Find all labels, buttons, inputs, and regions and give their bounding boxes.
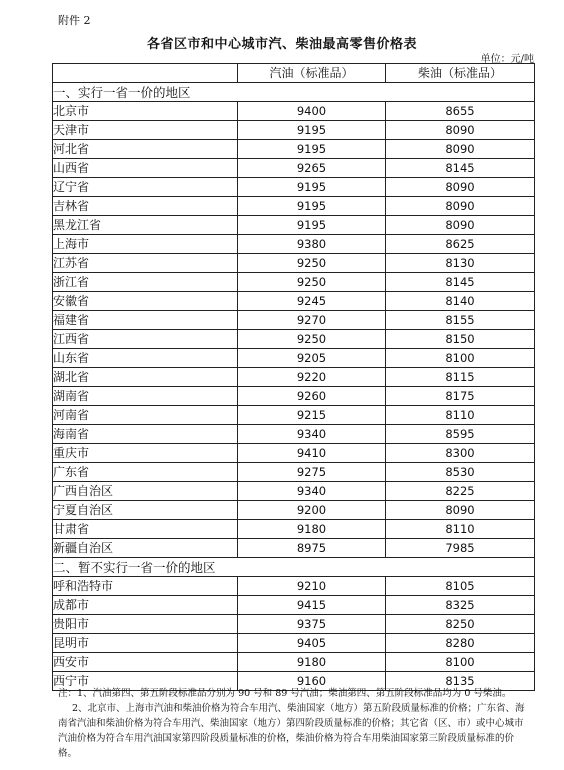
- table-row: [53, 311, 535, 330]
- gasoline-price-cell: 9415: [238, 596, 386, 615]
- table-row: [53, 463, 535, 482]
- gasoline-price-cell: 9400: [238, 102, 386, 121]
- table-row: [53, 444, 535, 463]
- gasoline-price-cell: 9410: [238, 444, 386, 463]
- diesel-price-cell: 8140: [386, 292, 535, 311]
- region-cell: 西安市: [53, 653, 238, 672]
- region-cell: 广西自治区: [53, 482, 238, 501]
- gasoline-price-cell: 9180: [238, 653, 386, 672]
- page-title: 各省区市和中心城市汽、柴油最高零售价格表: [146, 37, 417, 52]
- gasoline-price-cell: 9250: [238, 273, 386, 292]
- gasoline-price-cell: 9260: [238, 387, 386, 406]
- region-cell: 福建省: [53, 311, 238, 330]
- gasoline-price-cell: 9195: [238, 216, 386, 235]
- diesel-price-cell: 8150: [386, 330, 535, 349]
- table-row: [53, 368, 535, 387]
- gasoline-price-cell: 9205: [238, 349, 386, 368]
- diesel-price-cell: 8250: [386, 615, 535, 634]
- region-cell: 河北省: [53, 140, 238, 159]
- region-cell: 浙江省: [53, 273, 238, 292]
- diesel-price-cell: 8100: [386, 349, 535, 368]
- region-cell: 吉林省: [53, 197, 238, 216]
- diesel-price-cell: 8530: [386, 463, 535, 482]
- section-header-row: [53, 558, 535, 577]
- diesel-price-cell: 8090: [386, 178, 535, 197]
- region-cell: 贵阳市: [53, 615, 238, 634]
- region-cell: 安徽省: [53, 292, 238, 311]
- gasoline-price-cell: 9195: [238, 121, 386, 140]
- table-row: [53, 425, 535, 444]
- table-row: [53, 349, 535, 368]
- region-cell: 山东省: [53, 349, 238, 368]
- price-table: [52, 63, 535, 691]
- table-header-row: [53, 64, 535, 83]
- table-row: [53, 273, 535, 292]
- table-row: [53, 634, 535, 653]
- table-row: [53, 197, 535, 216]
- gasoline-price-cell: 9265: [238, 159, 386, 178]
- diesel-price-cell: 8595: [386, 425, 535, 444]
- table-row: [53, 501, 535, 520]
- diesel-price-cell: 8135: [386, 672, 535, 691]
- table-row: [53, 615, 535, 634]
- region-cell: 湖北省: [53, 368, 238, 387]
- gasoline-price-cell: 9180: [238, 520, 386, 539]
- table-row: [53, 596, 535, 615]
- region-cell: 西宁市: [53, 672, 238, 691]
- region-cell: 海南省: [53, 425, 238, 444]
- attachment-label: 附件 2: [58, 14, 91, 27]
- diesel-price-cell: 8100: [386, 653, 535, 672]
- table-row: [53, 178, 535, 197]
- gasoline-price-cell: 9195: [238, 140, 386, 159]
- diesel-price-cell: 8300: [386, 444, 535, 463]
- region-cell: 宁夏自治区: [53, 501, 238, 520]
- table-row: [53, 121, 535, 140]
- gasoline-price-cell: 9375: [238, 615, 386, 634]
- region-cell: 黑龙江省: [53, 216, 238, 235]
- region-cell: 北京市: [53, 102, 238, 121]
- table-row: [53, 159, 535, 178]
- diesel-price-cell: 8145: [386, 273, 535, 292]
- section-label: 一、实行一省一价的地区: [53, 83, 535, 102]
- notes: [58, 686, 532, 761]
- diesel-price-cell: 8280: [386, 634, 535, 653]
- region-cell: 山西省: [53, 159, 238, 178]
- table-row: [53, 387, 535, 406]
- table-row: [53, 140, 535, 159]
- table-row: [53, 216, 535, 235]
- gasoline-price-cell: 9340: [238, 482, 386, 501]
- table-row: [53, 292, 535, 311]
- region-cell: 天津市: [53, 121, 238, 140]
- column-header-region: [53, 64, 238, 83]
- table-row: [53, 577, 535, 596]
- table-row: [53, 653, 535, 672]
- diesel-price-cell: 8110: [386, 520, 535, 539]
- gasoline-price-cell: 9405: [238, 634, 386, 653]
- diesel-price-cell: 8115: [386, 368, 535, 387]
- diesel-price-cell: 7985: [386, 539, 535, 558]
- diesel-price-cell: 8130: [386, 254, 535, 273]
- gasoline-price-cell: 9275: [238, 463, 386, 482]
- diesel-price-cell: 8155: [386, 311, 535, 330]
- section-label: 二、暂不实行一省一价的地区: [53, 558, 535, 577]
- gasoline-price-cell: 9195: [238, 178, 386, 197]
- table-row: [53, 235, 535, 254]
- table-row: [53, 330, 535, 349]
- table-row: [53, 520, 535, 539]
- table-row: [53, 482, 535, 501]
- gasoline-price-cell: 9215: [238, 406, 386, 425]
- region-cell: 广东省: [53, 463, 238, 482]
- table-row: [53, 406, 535, 425]
- gasoline-price-cell: 9210: [238, 577, 386, 596]
- unit-label: 单位：元/吨: [480, 54, 534, 65]
- region-cell: 河南省: [53, 406, 238, 425]
- diesel-price-cell: 8145: [386, 159, 535, 178]
- diesel-price-cell: 8225: [386, 482, 535, 501]
- gasoline-price-cell: 9245: [238, 292, 386, 311]
- diesel-price-cell: 8090: [386, 121, 535, 140]
- table-row: [53, 254, 535, 273]
- gasoline-price-cell: 9195: [238, 197, 386, 216]
- region-cell: 重庆市: [53, 444, 238, 463]
- region-cell: 湖南省: [53, 387, 238, 406]
- section-header-row: [53, 83, 535, 102]
- region-cell: 呼和浩特市: [53, 577, 238, 596]
- region-cell: 江西省: [53, 330, 238, 349]
- diesel-price-cell: 8090: [386, 501, 535, 520]
- diesel-price-cell: 8090: [386, 216, 535, 235]
- region-cell: 辽宁省: [53, 178, 238, 197]
- gasoline-price-cell: 8975: [238, 539, 386, 558]
- diesel-price-cell: 8175: [386, 387, 535, 406]
- note-1: 注：1、汽油第四、第五阶段标准品分别为 90 号和 89 号汽油；柴油第四、第五阶段标准品均为 0 号柴油。: [58, 688, 512, 699]
- diesel-price-cell: 8105: [386, 577, 535, 596]
- diesel-price-cell: 8090: [386, 197, 535, 216]
- diesel-price-cell: 8655: [386, 102, 535, 121]
- diesel-price-cell: 8325: [386, 596, 535, 615]
- gasoline-price-cell: 9200: [238, 501, 386, 520]
- diesel-price-cell: 8110: [386, 406, 535, 425]
- column-header-gasoline: 汽油（标准品）: [238, 64, 386, 83]
- gasoline-price-cell: 9270: [238, 311, 386, 330]
- gasoline-price-cell: 9250: [238, 330, 386, 349]
- region-cell: 江苏省: [53, 254, 238, 273]
- region-cell: 新疆自治区: [53, 539, 238, 558]
- diesel-price-cell: 8625: [386, 235, 535, 254]
- diesel-price-cell: 8090: [386, 140, 535, 159]
- gasoline-price-cell: 9380: [238, 235, 386, 254]
- gasoline-price-cell: 9250: [238, 254, 386, 273]
- table-row: [53, 102, 535, 121]
- column-header-diesel: 柴油（标准品）: [386, 64, 535, 83]
- table-row: [53, 539, 535, 558]
- region-cell: 上海市: [53, 235, 238, 254]
- note-2: 2、北京市、上海市汽油和柴油价格为符合车用汽、柴油国家（地方）第五阶段质量标准的价格；广东省、海南省汽油和柴油价格为符合车用汽、柴油国家（地方）第四阶段质量标准的价格；其它省（区、市）或中心城市汽油价格为符合车用汽油国家第四阶段质量标准的价格，柴油价格为符合车用柴油国家第三阶段质量标准的价格。: [58, 703, 525, 759]
- region-cell: 甘肃省: [53, 520, 238, 539]
- gasoline-price-cell: 9220: [238, 368, 386, 387]
- region-cell: 成都市: [53, 596, 238, 615]
- gasoline-price-cell: 9160: [238, 672, 386, 691]
- region-cell: 昆明市: [53, 634, 238, 653]
- gasoline-price-cell: 9340: [238, 425, 386, 444]
